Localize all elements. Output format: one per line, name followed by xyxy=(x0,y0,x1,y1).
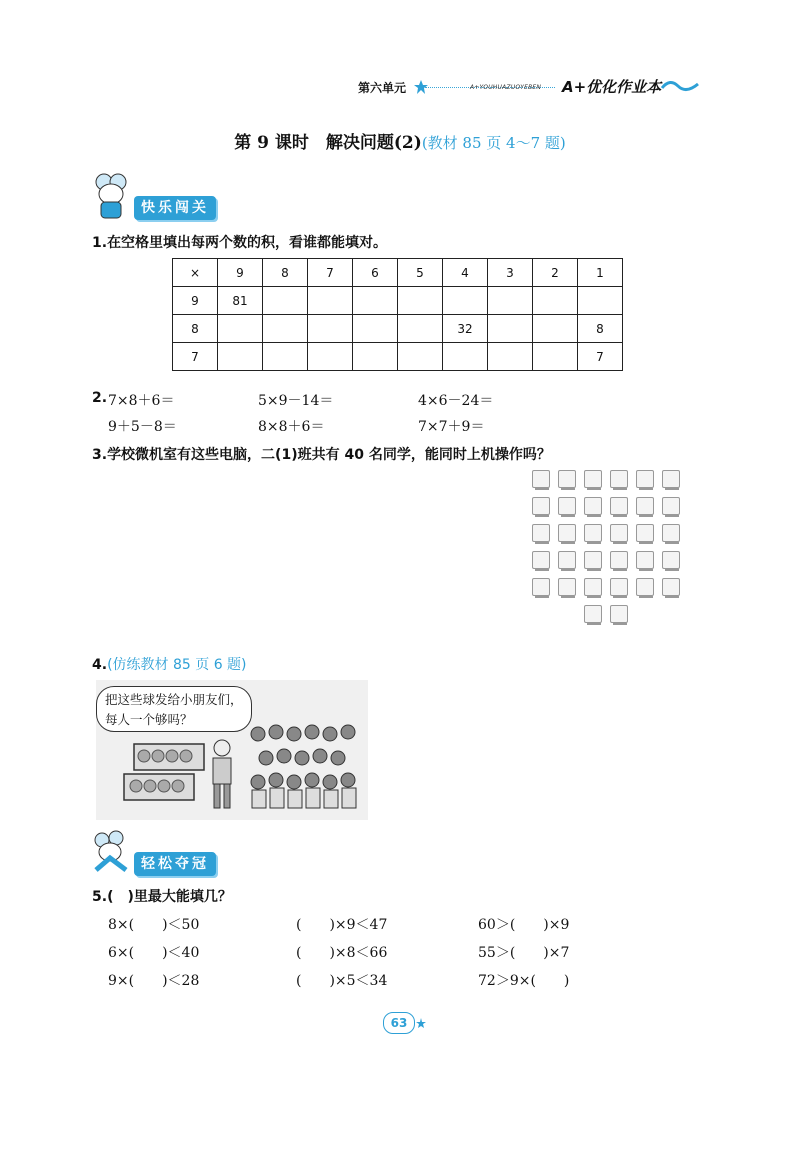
computer-icon xyxy=(532,470,550,488)
table-cell: 5 xyxy=(398,259,443,287)
question-3 xyxy=(92,444,551,464)
computer-grid-illustration xyxy=(532,470,710,630)
inequality[interactable]: ( )×5＜34 xyxy=(296,973,388,989)
question-5-number: 5. xyxy=(92,889,108,905)
computer-icon xyxy=(636,470,654,488)
computer-icon xyxy=(662,551,680,569)
table-cell[interactable] xyxy=(218,315,263,343)
teacher-figure-icon xyxy=(204,738,240,812)
question-5 xyxy=(92,886,232,906)
table-cell: 4 xyxy=(443,259,488,287)
table-cell: 7 xyxy=(308,259,353,287)
equation: 9＋5－8＝ xyxy=(108,419,177,435)
ball-crates-icon xyxy=(120,740,215,810)
table-cell: 6 xyxy=(353,259,398,287)
table-cell[interactable] xyxy=(533,287,578,315)
star-icon xyxy=(414,80,428,94)
question-1-number: 1. xyxy=(92,235,108,251)
section-banner-easy-win: 轻松夺冠 xyxy=(134,852,216,876)
table-cell[interactable] xyxy=(353,287,398,315)
computer-icon xyxy=(662,470,680,488)
computer-icon xyxy=(558,497,576,515)
equation: 7×7＋9＝ xyxy=(418,419,485,435)
computer-icon xyxy=(636,578,654,596)
computer-icon xyxy=(584,605,602,623)
star-icon xyxy=(416,1018,426,1028)
table-cell[interactable] xyxy=(263,287,308,315)
table-cell[interactable] xyxy=(533,315,578,343)
table-row xyxy=(173,287,623,315)
computer-icon xyxy=(584,524,602,542)
table-row xyxy=(173,259,623,287)
unit-label: 第六单元 xyxy=(358,81,407,95)
question-2-row-1 xyxy=(92,390,107,406)
computer-icon xyxy=(636,497,654,515)
computer-icon xyxy=(532,578,550,596)
table-row xyxy=(173,343,623,371)
page-number: 63 xyxy=(383,1012,415,1034)
computer-icon xyxy=(558,551,576,569)
table-cell[interactable] xyxy=(443,343,488,371)
mouse-mascot-icon xyxy=(90,172,130,220)
question-3-text: 学校微机室有这些电脑，二(1)班共有 40 名同学，能同时上机操作吗？ xyxy=(107,447,551,463)
table-cell: 9 xyxy=(218,259,263,287)
mouse-runner-icon xyxy=(90,830,134,876)
computer-icon xyxy=(610,470,628,488)
table-cell: 32 xyxy=(443,315,488,343)
brand-subtitle: A+YOUHUAZUOYEBEN xyxy=(470,84,542,91)
computer-icon xyxy=(610,605,628,623)
inequality[interactable]: 55＞( )×7 xyxy=(478,945,570,961)
brand-title: A+优化作业本 xyxy=(562,78,662,96)
wave-icon xyxy=(660,76,700,94)
question-1 xyxy=(92,232,387,252)
inequality[interactable]: 8×( )＜50 xyxy=(108,917,200,933)
question-4-number: 4. xyxy=(92,657,108,673)
section-banner-happy-challenge: 快乐闯关 xyxy=(134,196,216,220)
computer-icon xyxy=(584,578,602,596)
table-cell: 8 xyxy=(173,315,218,343)
children-crowd-icon xyxy=(246,722,366,814)
table-cell[interactable] xyxy=(398,315,443,343)
table-row xyxy=(173,315,623,343)
inequality[interactable]: 9×( )＜28 xyxy=(108,973,200,989)
table-cell[interactable] xyxy=(578,287,623,315)
equation: 7×8＋6＝ xyxy=(108,393,175,409)
table-cell[interactable] xyxy=(308,343,353,371)
multiplication-table xyxy=(172,258,623,371)
inequality[interactable]: 6×( )＜40 xyxy=(108,945,200,961)
computer-icon xyxy=(584,497,602,515)
computer-icon xyxy=(532,524,550,542)
table-cell[interactable] xyxy=(308,287,353,315)
computer-icon xyxy=(662,578,680,596)
table-cell: 8 xyxy=(263,259,308,287)
inequality[interactable]: ( )×9＜47 xyxy=(296,917,388,933)
question-2-number: 2. xyxy=(92,390,108,406)
computer-icon xyxy=(532,551,550,569)
table-cell[interactable] xyxy=(218,343,263,371)
title-main: 第 9 课时 解决问题(2) xyxy=(234,133,422,153)
table-cell[interactable] xyxy=(353,315,398,343)
computer-icon xyxy=(610,551,628,569)
computer-icon xyxy=(558,578,576,596)
equation: 8×8＋6＝ xyxy=(258,419,325,435)
computer-icon xyxy=(610,578,628,596)
question-1-text: 在空格里填出每两个数的积，看谁都能填对。 xyxy=(107,235,388,251)
computer-icon xyxy=(584,470,602,488)
table-cell: 3 xyxy=(488,259,533,287)
computer-icon xyxy=(610,497,628,515)
computer-icon xyxy=(636,524,654,542)
table-cell[interactable] xyxy=(263,343,308,371)
computer-icon xyxy=(532,497,550,515)
table-cell: 7 xyxy=(578,343,623,371)
page-title xyxy=(0,128,800,153)
table-cell[interactable] xyxy=(488,343,533,371)
computer-icon xyxy=(584,551,602,569)
table-cell: × xyxy=(173,259,218,287)
question-5-text: ( )里最大能填几？ xyxy=(107,889,232,905)
table-cell: 81 xyxy=(218,287,263,315)
table-cell: 2 xyxy=(533,259,578,287)
inequality[interactable]: 72＞9×( ) xyxy=(478,973,570,989)
inequality[interactable]: 60＞( )×9 xyxy=(478,917,570,933)
table-cell[interactable] xyxy=(353,343,398,371)
table-cell[interactable] xyxy=(263,315,308,343)
equation: 4×6－24＝ xyxy=(418,393,494,409)
table-cell[interactable] xyxy=(443,287,488,315)
computer-icon xyxy=(636,551,654,569)
speech-bubble: 把这些球发给小朋友们，每人一个够吗？ xyxy=(96,686,252,732)
title-sub: (教材 85 页 4～7 题) xyxy=(421,134,566,152)
question-4-hint: (仿练教材 85 页 6 题) xyxy=(107,657,247,673)
table-cell[interactable] xyxy=(488,315,533,343)
table-cell[interactable] xyxy=(398,343,443,371)
table-cell: 9 xyxy=(173,287,218,315)
table-cell[interactable] xyxy=(308,315,353,343)
table-cell[interactable] xyxy=(398,287,443,315)
table-cell: 8 xyxy=(578,315,623,343)
computer-icon xyxy=(662,497,680,515)
inequality[interactable]: ( )×8＜66 xyxy=(296,945,388,961)
computer-icon xyxy=(558,470,576,488)
computer-icon xyxy=(558,524,576,542)
computer-icon xyxy=(610,524,628,542)
table-cell: 7 xyxy=(173,343,218,371)
computer-icon xyxy=(662,524,680,542)
table-cell[interactable] xyxy=(533,343,578,371)
table-cell[interactable] xyxy=(488,287,533,315)
equation: 5×9－14＝ xyxy=(258,393,334,409)
question-3-number: 3. xyxy=(92,447,108,463)
table-cell: 1 xyxy=(578,259,623,287)
question-4 xyxy=(92,654,247,674)
